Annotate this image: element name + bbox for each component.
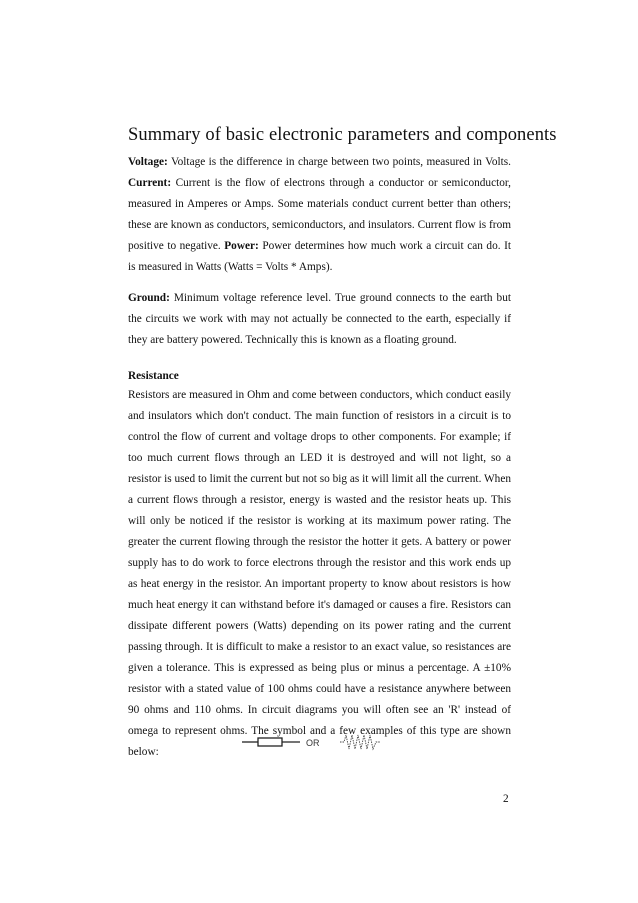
ground-text: Minimum voltage reference level. True ground connects to the earth but the circuits we work with may not actually be connected to the earth, especially if they are battery powered. Technically this is known as a floating ground. [128, 292, 511, 346]
voltage-text: Voltage is the difference in charge between two points, measured in Volts. [167, 156, 511, 168]
page-title: Summary of basic electronic parameters and components [128, 125, 557, 145]
symbol-or-text: OR [306, 738, 320, 748]
resistance-paragraph: Resistors are measured in Ohm and come between conductors, which conduct easily and insulators which don't conduct. The main function of resistors in a circuit is to control the flow of current and voltage drops to other components. For example; if too much current flows through an LED it is destroyed and will not light, so a resistor is used to limit the current but not so big as it will limit all the current. When a current flows through a resistor, energy is wasted and the resistor heats up. This will only be noticed if the resistor is working at its maximum power rating. The greater the current flowing through the resistor the hotter it gets. A battery or power supply has to do work to force electrons through the resistor and this work ends up as heat energy in the resistor. An important property to know about resistors is how much heat energy it can withstand before it's damaged or causes a fire. Resistors can dissipate different powers (Watts) depending on its power rating and the current passing through. It is difficult to make a resistor to an exact value, so resistances are given a tolerance. This is expressed as being plus or minus a percentage. A ±10% resistor with a stated value of 100 ohms could have a resistance anywhere between 90 ohms and 110 ohms. In circuit diagrams you will often see an 'R' instead of omega to represent ohms. The symbol and a few examples of this type are shown below: [128, 389, 511, 758]
resistance-heading: Resistance [128, 370, 179, 382]
resistor-box-symbol-icon [242, 738, 300, 746]
page-number: 2 [503, 793, 509, 805]
ground-paragraph [128, 288, 511, 351]
current-text: Current is the flow of electrons through a conductor or semiconductor, measured in Amperes or Amps. Some materials conduct current better than others; these are known as conductors, semiconductors, and insulators. Current flow is from positive to negative. [128, 177, 511, 252]
resistor-zigzag-symbol-icon [340, 735, 380, 749]
current-label: Current: [128, 177, 172, 189]
power-label: Power: [224, 240, 259, 252]
ground-label: Ground: [128, 292, 170, 304]
power-text: Power determines how much work a circuit can do. It is measured in Watts (Watts = Volts * Amps). [128, 240, 511, 273]
voltage-label: Voltage: [128, 156, 168, 168]
parameters-paragraph [128, 152, 511, 278]
resistor-symbols [240, 729, 400, 755]
